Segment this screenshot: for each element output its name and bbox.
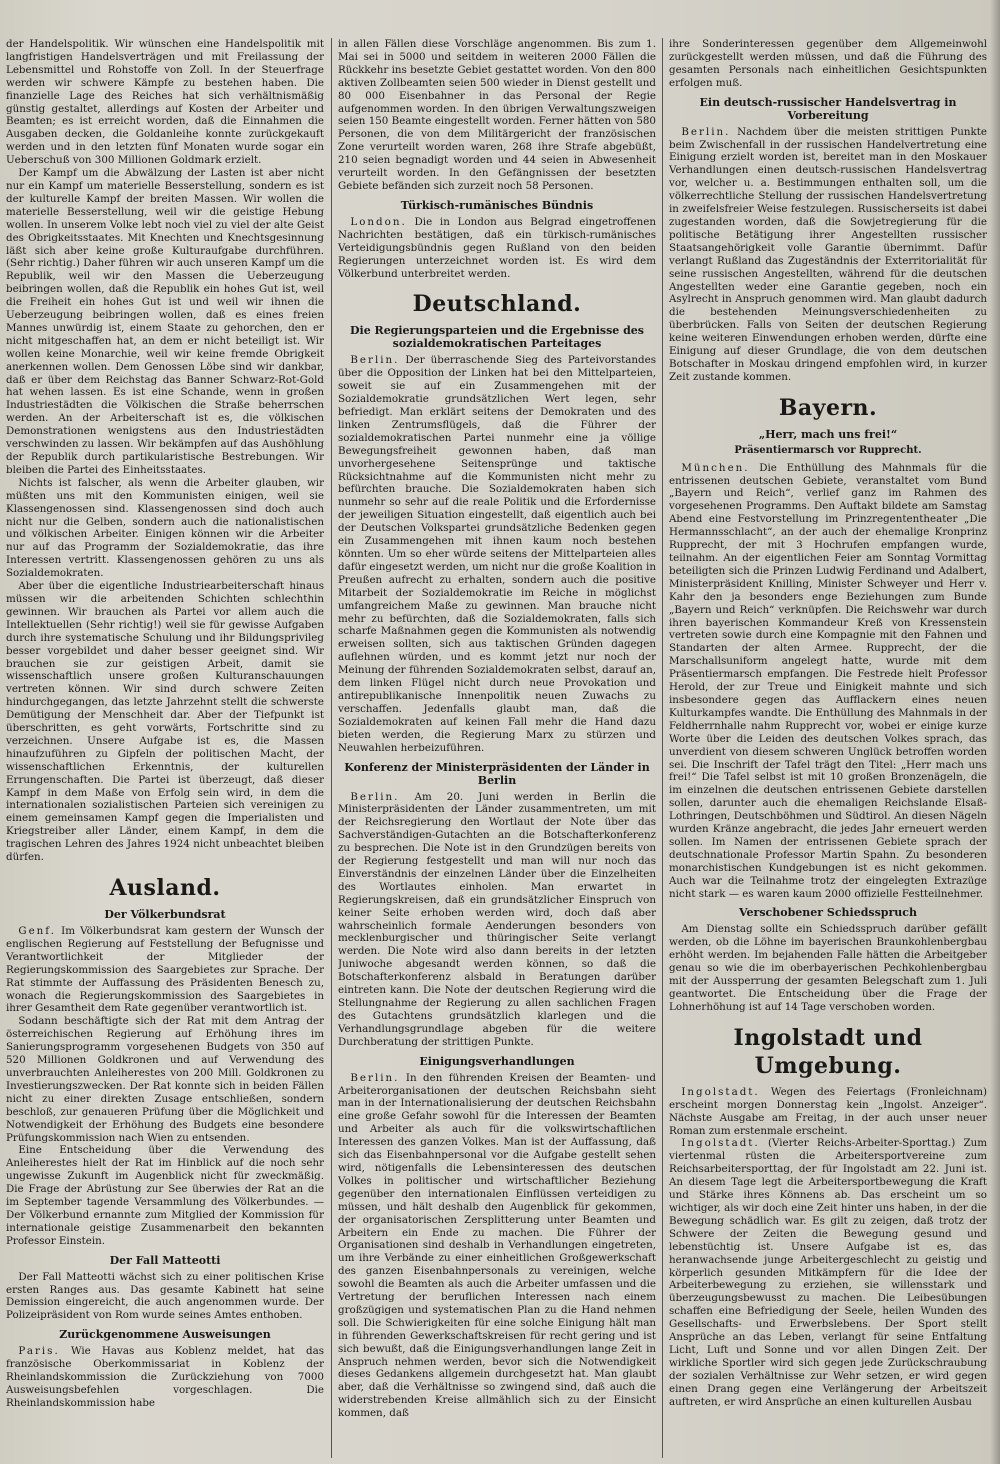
paragraph [338,216,656,281]
article-heading: Die Regierungsparteien und die Ergebnisse des sozialdemokratischen Parteitages [350,324,644,351]
section-heading-ingolstadt: Ingolstadt und Umgebung. [733,1024,923,1079]
paragraph: Am Dienstag sollte ein Schiedsspruch darüber gefällt werden, ob die Löhne im bayerischen Braunkohlenbergbau erhöht werden. Im bejahenden Falle hätten die Arbeitgeber genau so wie die im oberbayerischen Pechkohlenbergbau mit der Aussperrung der gesamten Belegschaft zum 1. Juli geantwortet. Die Entscheidung über die Frage der Lohnerhöhung ist auf 14 Tage verschoben worden. [669,923,987,1013]
paragraph: Eine Entscheidung über die Verwendung des Anleiherestes hielt der Rat im Hinblick auf die noch sehr ungewisse Zukunft im Augenblick nicht für zweckmäßig. Die Frage der Abrüstung zur See überwies der Rat an die im September tagende Versammlung des Völkerbundes. — Der Völkerbund ernannte zum Mitglied der Kommission für internationale geistige Zusammenarbeit den bekannten Professor Einstein. [6,1144,324,1247]
article-text: Wegen des Feiertags (Fronleichnam) erscheint morgen Donnerstag kein „Ingolst. Anzeiger“. Nächste Ausgabe am Freitag, in der auch unser neuer Roman zum erstenmale erscheint. [669,1085,987,1137]
dateline: Berlin. [350,354,400,367]
paragraph [669,1086,987,1138]
dateline: München. [681,461,750,474]
column-rule [662,38,663,1458]
paragraph [338,354,656,754]
article-heading: Konferenz der Ministerpräsidenten der Länder in Berlin [344,760,650,787]
paragraph: ihre Sonderinteressen gegenüber dem Allgemeinwohl zurückgestellt werden müssen, und daß die Führung des gesamten Personals nach einheitlichen Gesichtspunkten erfolgen muß. [669,38,987,89]
page-edge-shadow [990,0,1000,1464]
article-heading: Der Fall Matteotti [109,1253,221,1267]
paragraph [6,925,324,1015]
article-heading: „Herr, mach uns frei!“ [758,427,898,441]
article-heading: Der Völkerbundsrat [104,908,226,921]
article-text: Der überraschende Sieg des Parteivorstandes über die Opposition der Linken hat bei den Mittelparteien, soweit sie auf ein Zusammengehen mit der Sozialdemokratie grundsätzlichen Wert legen, sehr befriedigt. Man erklärt seitens der Demokraten und des linken Zentrumsflügels, daß die Führer der sozialdemokratischen Partei nunmehr eine ja völlige Bewegungsfreiheit gewonnen haben, daß man unvorhergesehene Seitensprünge und taktische Rücksichtnahme auf die Kommunisten nicht mehr zu befürchten brauche. Die Sozialdemokraten haben sich nunmehr so sehr auf die reale Politik und die Erfordernisse der jeweiligen Situation eingestellt, daß eigentlich auch bei der Deutschen Volkspartei grundsätzliche Bedenken gegen ein Zusammengehen mit ihnen kaum noch bestehen könnten. Um so eher würde seitens der Mittelparteien alles dafür eingesetzt werden, um nicht nur die große Koalition in Preußen aufrecht zu erhalten, sondern auch die positive Mitarbeit der Sozialdemokratie im Reiche in möglichst umfangreichem Maße zu gewinnen. Man brauche nicht mehr zu befürchten, daß die Sozialdemokraten, falls sich scharfe Maßnahmen gegen die Kommunisten als notwendig erweisen sollten, sich aus taktischen Gründen dagegen auflehnen würden, und es kommt jetzt nur noch der Meinung der führenden Sozialdemokraten selbst, darauf an, dem linken Flügel nicht durch neue Provokation und antirepublikanische Innenpolitik neuen Zuwachs zu verschaffen. Jedenfalls glaubt man, daß die Sozialdemokraten auf keinen Fall mehr die Hand dazu bieten werden, die Regierung Marx zu stürzen und Neuwahlen herbeizuführen. [338,354,656,754]
paragraph [6,1345,324,1410]
paragraph: Der Fall Matteotti wächst sich zu einer politischen Krise ersten Ranges aus. Das gesamte Kabinett hat seine Demission eingereicht, die auch angenommen wurde. Der Polizeipräsident von Rom wurde seines Amtes enthoben. [6,1270,324,1322]
article-text: Am 20. Juni werden in Berlin die Ministerpräsidenten der Länder zusammentreten, um mit der Reichsregierung den Wortlaut der Note über das Sachverständigen-Gutachten an die Botschafterkonferenz zu besprechen. Die Note ist in den Grundzügen bereits von der Regierung festgestellt und man will nur noch das Einverständnis der einzelnen Länder über die Einzelheiten des Wortlautes einholen. Man erwartet in Regierungskreisen, daß ein grundsätzlicher Einspruch von keiner Seite erhoben werden wird, doch daß aber wahrscheinlich formale Aenderungen besonders von mecklenburgischer und thüringischer Seite verlangt werden. Die Note wird also dann bereits in der letzten Juniwoche abgesandt werden können, so daß die Botschafterkonferenz alsbald in Beratungen darüber eintreten kann. Die Note der deutschen Regierung wird die Stellungnahme der Regierung zu allen sachlichen Fragen des Gutachtens grundsätzlich klarlegen und die Verhandlungsgrundlage abgeben für die weitere Durchberatung der strittigen Punkte. [338,790,656,1048]
section-heading-bayern: Bayern. [778,394,878,421]
paragraph: der Handelspolitik. Wir wünschen eine Handelspolitik mit langfristigen Handelsverträgen und mit Freilassung der Lebensmittel und Rohstoffe von Zoll. In der Steuerfrage werden wir schwere Kämpfe zu bestehen haben. Die finanzielle Lage des Reiches hat sich verhältnismäßig günstig gestaltet, allerdings auf Kosten der Arbeiter und Beamten; es ist erreicht worden, daß die Einnahmen die Ausgaben decken, die Goldanleihe konnte zurückgekauft werden und in den letzten fünf Monaten wurde sogar ein Ueberschuß von 300 Millionen Goldmark erzielt. [6,38,324,167]
article-text: (Vierter Reichs-Arbeiter-Sporttag.) Zum viertenmal rüsten die Arbeitersportvereine zum Reichsarbeitersporttag, der für Ingolstadt am 22. Juni ist. An diesem Tage legt die Arbeitersportbewegung die Kraft und Stärke ihres Könnens ab. Das erscheint um so wichtiger, als wir doch eine Zeit hinter uns haben, in der die Bewegung schädlich war. Es gilt zu zeigen, daß trotz der Schwere der Zeiten die Bewegung gesund und lebenstüchtig ist. Unsere Aufgabe ist es, das heranwachsende junge Arbeitergeschlecht zu geistig und körperlich gesunden Mitkämpfern für die Idee der Arbeiterbewegung zu erziehen, sie willensstark und überzeugungsbewusst zu machen. Die Leibesübungen schaffen eine Befriedigung der Seele, heilen Wunden des Gesellschafts- und Erwerbslebens. Der Sport stellt Ansprüche an das Leben, verlangt für seine Entfaltung Licht, Luft und Sonne und vor allen Dingen Zeit. Der wirkliche Sportler wird sich gegen jede Zurückschraubung der sozialen Verhältnisse zur Wehr setzen, er wird gegen einen Drang gegen eine Verlängerung der Arbeitszeit auftreten, er wird Ansprüche an einen kulturellen Ausbau [669,1137,987,1408]
paragraph: Nichts ist falscher, als wenn die Arbeiter glauben, wir müßten uns mit den Kommunisten einigen, weil sie Klassengenossen sind. Klassengenossen sind doch auch nicht nur die Gelben, sondern auch die nationalistischen und völkischen Arbeiter. Einigen können wir die Arbeiter nur auf das Programm der Sozialdemokratie, das ihre Interessen vertritt. Klassengenossen gehören zu uns als Sozialdemokraten. [6,476,324,580]
article-text: Wie Havas aus Koblenz meldet, hat das französische Oberkommissariat in Koblenz der Rheinlandskommission die Zurückziehung von 7000 Ausweisungsbefehlen vorgeschlagen. Die Rheinlandskommission habe [6,1345,324,1409]
article-heading: Ein deutsch-russischer Handelsvertrag in Vorbereitung [699,95,957,122]
paragraph: in allen Fällen diese Vorschläge angenommen. Bis zum 1. Mai sei in 5000 und seitdem in weiteren 2000 Fällen die Rückkehr ins besetzte Gebiet gestattet worden. Von den 800 aktiven Zollbeamten seien 500 wieder in Dienst gestellt und 80 000 Eisenbahner in das Personal der Regie aufgenommen worden. In den übrigen Verwaltungszweigen seien 150 Beamte eingestellt worden. Ferner hätten von 580 Personen, die von dem Militärgericht der französischen Zone verurteilt worden waren, 268 ihre Strafe abgebüßt, 210 seien begnadigt worden und 44 seien in Abwesenheit verurteilt worden. In den Gefängnissen der besetzten Gebiete befänden sich zurzeit noch 58 Personen. [338,38,656,192]
dateline: Paris. [18,1345,60,1358]
article-heading: Verschobener Schiedsspruch [739,906,917,920]
dateline: Berlin. [350,790,400,803]
article-subheading: Präsentiermarsch vor Rupprecht. [734,444,922,456]
dateline: Ingolstadt. [681,1085,760,1098]
article-text: Die Enthüllung des Mahnmals für die entrissenen deutschen Gebiete, veranstaltet vom Bund „Bayern und Reich“, verlief ganz im Rahmen des vorgesehenen Programms. Den Auftakt bildete am Samstag Abend eine Festvorstellung im Prinzregententheater „Die Hermannsschlacht“, an der auch der ehemalige Kronprinz Rupprecht, der mit 3 Hochrufen empfangen wurde, teilnahm. An der eigentlichen Feier am Sonntag Vormittag beteiligten sich die Prinzen Ludwig Ferdinand und Adalbert, Ministerpräsident Knilling, Minister Schweyer und Herr v. Kahr den ja besonders enge Beziehungen zum Bunde „Bayern und Reich“ verknüpfen. Die Reichswehr war durch ihren bayerischen Kommandeur Kreß von Kressenstein vertreten sowie durch eine Kompagnie mit den Fahnen und Standarten der alten Armee. Rupprecht, der die Marschallsuniform angelegt hatte, wurde mit dem Präsentiermarsch empfangen. Die Festrede hielt Professor Herold, der zur Treue und Einigkeit mahnte und sich insbesondere gegen das Aufflackern eines neuen Kulturkampfes wandte. Die Enthüllung des Mahnmals in der Feldherrnhalle nahm Rupprecht vor, wobei er einige kurze Worte über die Leiden des deutschen Volkes sprach, das unverdient von diesem schweren Unglück betroffen worden sei. Die Inschrift der Tafel trägt den Titel: „Herr mach uns frei!“ Die Tafel selbst ist mit 10 großen Bronzenägeln, die im einzelnen die deutschen entrissenen Gebiete darstellen sollen, darunter auch die ehemaligen Reichslande Elsaß-Lothringen, Deutschböhmen und Südtirol. An diesen Nägeln wurden Kränze angebracht, die jedes Jahr erneuert werden sollen. Im Namen der entrissenen Gebiete sprach der deutschnationale Professor Martin Spahn. Zu besonderen monarchistischen Kundgebungen ist es nicht gekommen. Auch war die Teilnahme trotz der eingelegten Extrazüge nicht stark — es waren kaum 2000 offizielle Festteilnehmer. [669,461,987,900]
column-left [6,38,324,1458]
dateline: London. [350,215,407,228]
dateline: Berlin. [350,1071,400,1084]
column-right [669,38,987,1458]
section-heading-ausland: Ausland. [109,875,221,901]
paragraph: Aber über die eigentliche Industriearbeiterschaft hinaus müssen wir die arbeitenden Schichten schlechthin gewinnen. Wir brauchen als Partei vor allem auch die Intellektuellen (Sehr richtig!) weil sie für gewisse Aufgaben durch ihre systematische Schulung und ihr Bildungsprivileg besser vorgebildet und daher besser geeignet sind. Wir brauchen sie zur geistigen Arbeit, damit sie wissenschaftlich unsere großen Kulturanschauungen vertreten können. Wir sind durch schwere Zeiten hindurchgegangen, das letzte Jahrzehnt stellt die schwerste Demütigung der Menschheit dar. Aber der Tiefpunkt ist überschritten, es geht vorwärts, Fortschritte sind zu verzeichnen. Unsere Aufgabe ist es, die Massen hinaufzuführen zu Gipfeln der politischen Macht, der wissenschaftlichen Erkenntnis, der kulturellen Errungenschaften. Die Partei ist überzeugt, daß dieser Kampf in dem Maße von Erfolg sein wird, in dem die internationalen sozialistischen Parteien sich vereinigen zu einem gemeinsamen Kampf gegen die Imperialisten und Kriegstreiber aller Länder, einem Kampf, in dem die tragischen Lehren des Jahres 1924 nicht unbeachtet bleiben dürfen. [6,580,324,864]
paragraph [669,462,987,901]
paragraph: Sodann beschäftigte sich der Rat mit dem Antrag der österreichischen Regierung auf Erhöhung ihres im Sanierungsprogramm vorgesehenen Budgets von 350 auf 520 Millionen Goldkronen und auf Verwendung des unverbrauchten Anleiherestes von 200 Mill. Goldkronen zu Investierungszwecken. Der Rat konnte sich in beiden Fällen nicht zu einer direkten Zusage entschließen, sondern beschloß, zur genaueren Prüfung über die Möglichkeit und Notwendigkeit der Erhöhung des Budgets eine besondere Prüfungskommission nach Wien zu entsenden. [6,1015,324,1144]
paragraph [669,1137,987,1408]
column-rule [331,38,332,1458]
article-text: Die in London aus Belgrad eingetroffenen Nachrichten bestätigen, daß ein türkisch-rumänisches Verteidigungsbündnis gegen Rußland von den beiden Regierungen unterzeichnet worden ist. Es wird dem Völkerbund unterbreitet werden. [338,215,656,280]
article-text: Nachdem über die meisten strittigen Punkte beim Zwischenfall in der russischen Handelvertretung eine Einigung erzielt worden ist, bereitet man in den Moskauer Verhandlungen einen deutsch-russischen Handelsvertrag vor, welcher u. a. Bestimmungen enthalten soll, um die völkerrechtliche Stellung der russischen Handelsvertretung in zweifelsfreier Weise festzulegen. Russischerseits ist dabei zugestanden worden, daß die Sowjetregierung für die politische Betätigung ihrer Angestellten russischer Staatsangehörigkeit volle Garantie übernimmt. Dafür verlangt Rußland das Zugeständnis der Exterritorialität für seine russischen Angestellten, während für die deutschen Angestellten weder eine Garantie gegeben, noch ein Asylrecht in Anspruch genommen wird. Man glaubt dadurch die bestehenden Meinungsverschiedenheiten zu überbrücken. Falls von Seiten der deutschen Regierung keine weiteren Einwendungen erhoben werden, dürfte eine Einigung auf dieser Grundlage, die von dem deutschen Botschafter in Moskau dringend empfohlen wird, in kurzer Zeit zustande kommen. [669,125,987,383]
article-text: In den führenden Kreisen der Beamten- und Arbeiterorganisationen der deutschen Reichsbahn sieht man in der Internationalisierung der deutschen Reichsbahn eine große Gefahr sowohl für die Interessen der Beamten und Arbeiter als auch für die volkswirtschaftlichen Interessen des ganzen Volkes. Man ist der Auffassung, daß sich das Eisenbahnpersonal vor die Aufgabe gestellt sehen wird, nötigenfalls die Lebensinteressen des deutschen Volkes in politischer und wirtschaftlicher Beziehung gegenüber den internationalen Einflüssen verteidigen zu müssen, und hält deshalb den Augenblick für gekommen, der organisatorischen Zersplitterung unter Beamten und Arbeitern ein Ende zu machen. Die Führer der Organisationen sind deshalb in Verhandlungen eingetreten, um ihre Verbände zu einer einheitlichen Großgewerkschaft des ganzen Eisenbahnpersonals zu vereinigen, welche sowohl die Beamten als auch die Arbeiter umfassen und die Vertretung der beruflichen Interessen nach einem großzügigen und systematischen Plan zu die Hand nehmen soll. Die Schwierigkeiten für eine solche Einigung hält man in führenden Gewerkschaftskreisen für recht gering und ist sich bewußt, daß die Einigungsverhandlungen lange Zeit in Anspruch nehmen werden, bevor sich die Notwendigkeit dieses Gedankens allgemein durchgesetzt hat. Man glaubt aber, daß die Verhältnisse so zwingend sind, daß auch die widerstrebenden Kreise allmählich sich zu der Einsicht kommen, daß [338,1071,656,1420]
column-middle [338,38,656,1458]
article-heading: Einigungsverhandlungen [419,1054,575,1068]
dateline: Ingolstadt. [681,1137,760,1150]
article-heading: Türkisch-rumänisches Bündnis [400,198,594,212]
paragraph [669,126,987,384]
dateline: Genf. [18,925,57,937]
paragraph [338,1072,656,1420]
section-heading-deutschland: Deutschland. [412,291,582,318]
article-heading: Zurückgenommene Ausweisungen [59,1328,271,1342]
paragraph: Der Kampf um die Abwälzung der Lasten ist aber nicht nur ein Kampf um materielle Besserstellung, sondern es ist der kulturelle Kampf der breiten Massen. Wir wollen die materielle Besserstellung, weil wir die geistige Hebung wollen. In unserem Volke lebt noch viel zu viel der alte Geist des Obrigkeitsstaates. Mit Knechten und Knechtsgesinnung läßt sich aber keine große Kulturaufgabe durchführen. (Sehr richtig.) Daher führen wir auch unseren Kampf um die Republik, weil wir den Massen die Ueberzeugung beibringen wollen, daß die Republik ein hohes Gut ist, weil die Freiheit ein hohes Gut ist und weil wir ihnen die Ueberzeugung beibringen wollen, daß es eines freien Mannes unwürdig ist, einem Staate zu gehorchen, den er nicht mitgeschaffen hat, an dem er nicht beteiligt ist. Wir wollen keine Monarchie, weil wir keine fremde Obrigkeit anerkennen wollen. Dem Genossen Löbe sind wir dankbar, daß er über dem Reichstag das Banner Schwarz-Rot-Gold hat wehen lassen. Es ist eine Schande, wenn in großen Industriestädten die Völkischen die Straße beherrschen werden. An der Arbeiterschaft ist es, die völkischen Demonstrationen wenigstens aus den Industriestädten verschwinden zu lassen. Wir bekämpfen auf das Aushöhlung der Republik durch partikularistische Bestrebungen. Wir bleiben die Partei des Einheitsstaates. [6,167,324,476]
paragraph [338,791,656,1049]
dateline: Berlin. [681,125,731,138]
article-text: Im Völkerbundsrat kam gestern der Wunsch der englischen Regierung auf Feststellung der Befugnisse und Verantwortlichkeit der Mitglieder der Regierungskommission des Saargebietes zur Sprache. Der Rat stimmte der Auffassung des Präsidenten Benesch zu, wonach die Regierungskommission des Saargebietes in ihrer Gesamtheit dem Rate gegenüber verantwortlich ist. [6,925,324,1015]
